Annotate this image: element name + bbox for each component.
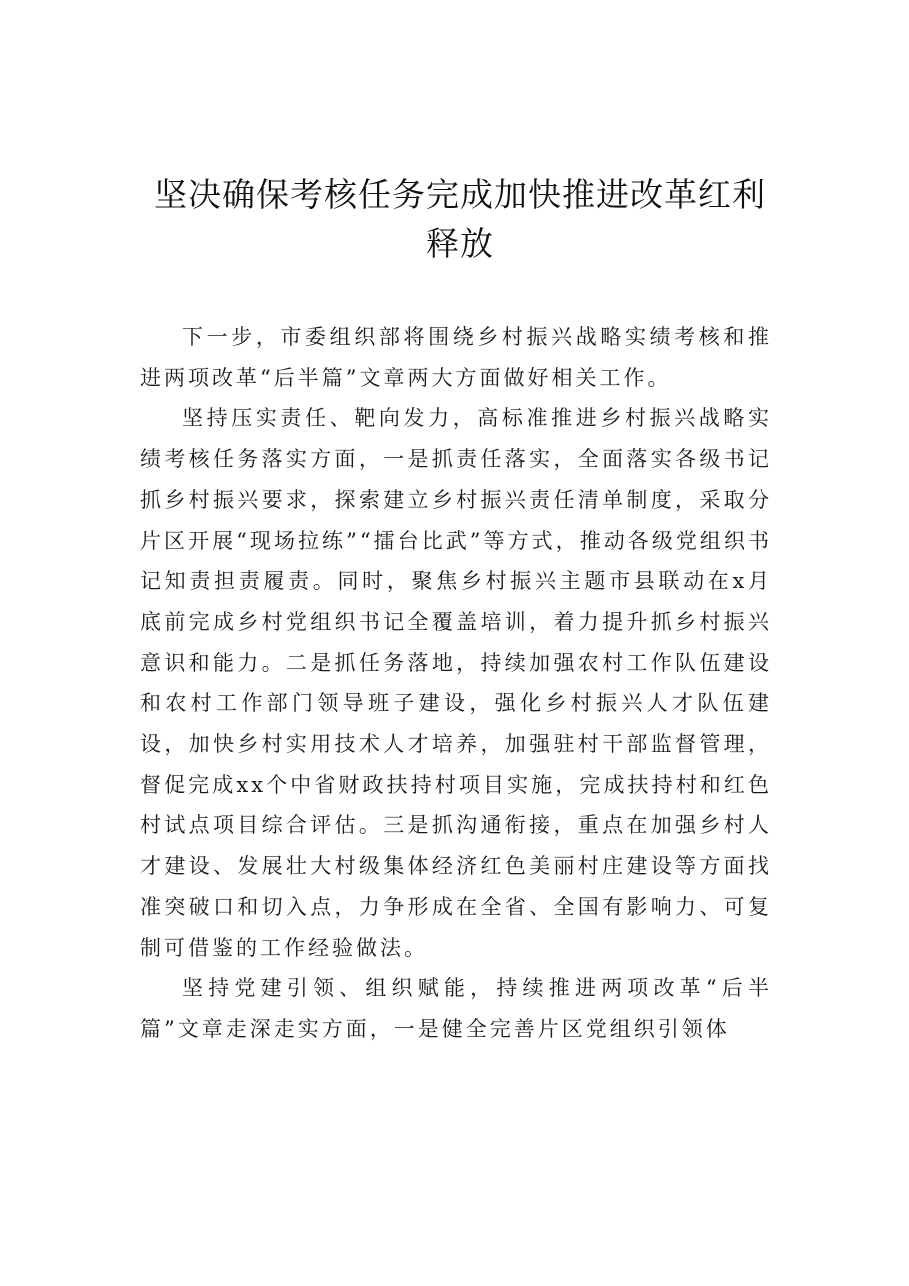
document-title: 坚决确保考核任务完成加快推进改革红利释放 (154, 175, 766, 263)
paragraph-1: 下一步，市委组织部将围绕乡村振兴战略实绩考核和推进两项改革“后半篇”文章两大方面做好相关工作。 (140, 325, 772, 390)
document-body (140, 317, 772, 1050)
paragraph-2: 坚持压实责任、靶向发力，高标准推进乡村振兴战略实绩考核任务落实方面，一是抓责任落实，全面落实各级书记抓乡村振兴要求，探索建立乡村振兴责任清单制度，采取分片区开展“现场拉练”“擂台比武”等方式，推动各级党组织书记知责担责履责。同时，聚焦乡村振兴主题市县联动在x月底前完成乡村党组织书记全覆盖培训，着力提升抓乡村振兴意识和能力。二是抓任务落地，持续加强农村工作队伍建设和农村工作部门领导班子建设，强化乡村振兴人才队伍建设，加快乡村实用技术人才培养，加强驻村干部监督管理，督促完成xx个中省财政扶持村项目实施，完成扶持村和红色村试点项目综合评估。三是抓沟通衔接，重点在加强乡村人才建设、发展壮大村级集体经济红色美丽村庄建设等方面找准突破口和切入点，力争形成在全省、全国有影响力、可复制可借鉴的工作经验做法。 (140, 406, 772, 960)
paragraph-3: 坚持党建引领、组织赋能，持续推进两项改革“后半篇”文章走深走实方面，一是健全完善片区党组织引领体 (140, 976, 772, 1041)
